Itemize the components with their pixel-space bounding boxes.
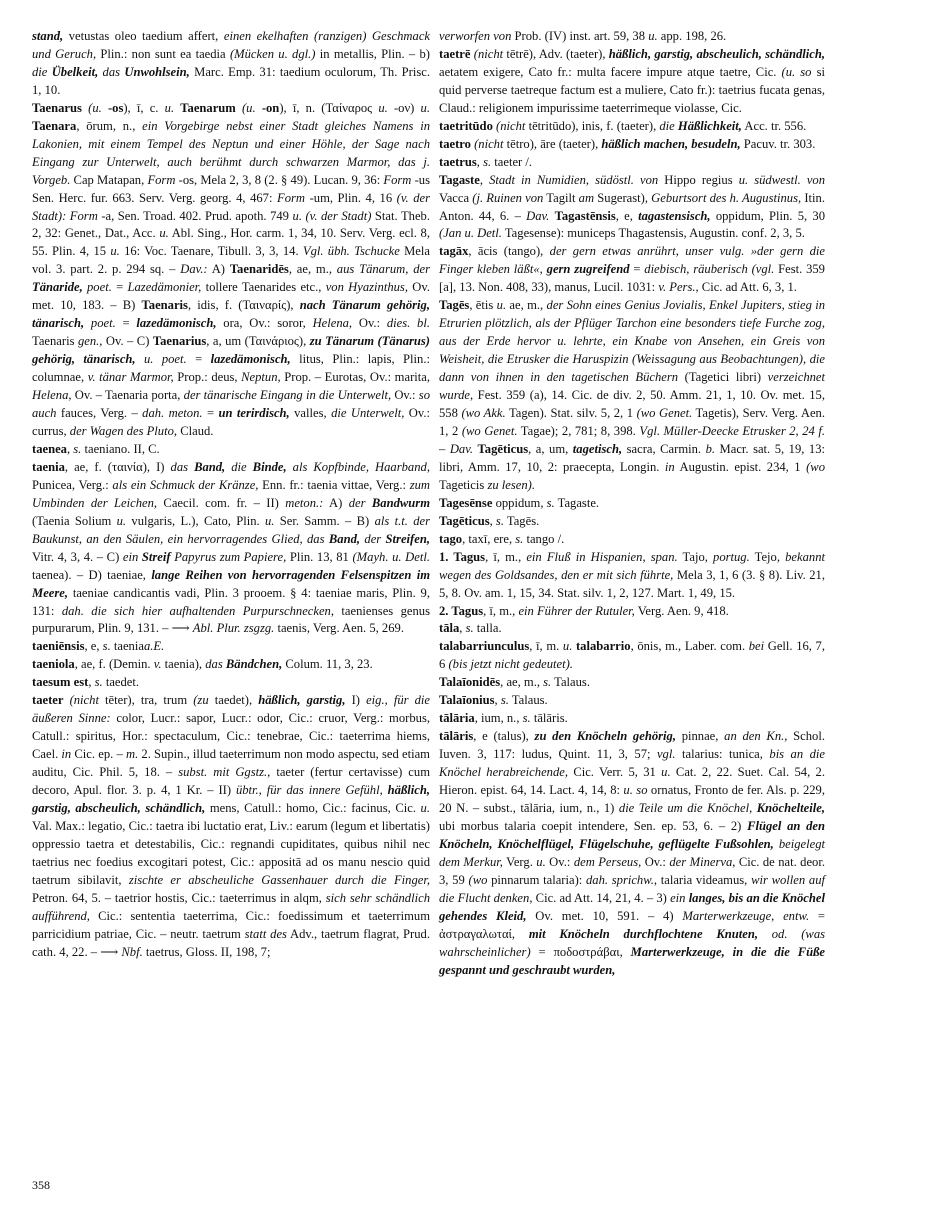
entry: taeniēnsis, e, s. taeniaa.E. xyxy=(32,639,165,654)
entry: Tagēticus, s. Tagēs. xyxy=(439,513,540,528)
entry: Talaīonidēs, ae, m., s. Talaus. xyxy=(439,675,590,690)
entry: tagāx, ācis (tango), der gern etwas anrührt, unser vulg. »der gern die Finger kleben läßt«, gern zugreifend = diebisch, räuberisch (vgl. Fest. 359 [a], 13. Non. 408, 33), manus, Lucil. 1031: v. Pers., Cic. ad Att. 6, 3, 1. xyxy=(439,244,825,295)
entry: taetritūdo (nicht tētritūdo), inis, f. (taeter), die Häßlichkeit, Acc. tr. 556. xyxy=(439,118,807,133)
entry: taenea, s. taeniano. II, C. xyxy=(32,441,160,456)
entry: stand, vetustas oleo taedium affert, einen ekelhaften (ranzigen) Geschmack und Geruch, Plin.: non sunt ea taedia (Mücken u. dgl.) in metallis, Plin. – b) die Übelkeit, das Unwohlsein, Marc. Emp. 31: taedium oculorum, Th. Prisc. 1, 10. xyxy=(32,29,430,97)
entry: Taenarus (u. -os), ī, c. u. Taenarum (u. -on), ī, n. (Ταίναρος u. -ον) u. Taenara, ōrum, n., ein Vorgebirge nebst einer Stadt gleiches Namens in Lakonien, mit einem Tempel des Neptun und einer Höhle, der Sage nach Eingang zur Unterwelt, auch berühmt durch schwarzen Marmor, das j. Vorgeb. Cap Matapan, Form -os, Mela 2, 3, 8 (2. § 49). Lucan. 9, 36: Form -us Sen. Herc. fur. 663. Serv. Verg. georg. 4, 467: Form -um, Plin. 4, 16 (v. der Stadt): Form -a, Sen. Troad. 402. Prud. apoth. 749 u. (v. der Stadt) Stat. Theb. 2, 32: Genet., Dat., Acc. u. Abl. Sing., Hor. carm. 1, 34, 10. Serv. Verg. ecl. 8, 55. Plin. 4, 15 u. 16: Voc. Taenare, Tibull. 3, 3, 14. Vgl. übh. Tschucke Mela vol. 3. part. 2. p. 294 sq. – Dav.: A) Taenaridēs, ae, m., aus Tänarum, der Tänaride, poet. = Lazedämonier, tollere Taenarides etc., von Hyazinthus, Ov. met. 10, 183. – B) Taenaris, idis, f. (Ταιναρίς), nach Tänarum gehörig, tänarisch, poet. = lazedämonisch, ora, Ov.: soror, Helena, Ov.: dies. bl. Taenaris gen., Ov. – C) Taenarius, a, um (Ταινάριος), zu Tänarum (Tänarus) gehörig, tänarisch, u. poet. = lazedämonisch, litus, Plin.: lapis, Plin.: columnae, v. tänar Marmor, Prop.: deus, Neptun, Prop. – Eurotas, Ov.: marita, Helena, Ov. – Taenaria porta, der tänarische Eingang in die Unterwelt, Ov.: so auch fauces, Verg. – dah. meton. = un terirdisch, valles, die Unterwelt, Ov.: currus, der Wagen des Pluto, Claud. xyxy=(32,100,431,438)
entry: taetrē (nicht tētrē), Adv. (taeter), häßlich, garstig, abscheulich, schändlich, aetatem exigere, Cato fr.: multa facere impure atque taetre, Cic. (u. so si quid perverse taetreque factum est a muliere, Cato fr.): taetrius fucata genas, Claud.: religionem impurissime taeterrimeque violasse, Cic. xyxy=(439,46,825,115)
entry: Talaīonius, s. Talaus. xyxy=(439,693,548,708)
entry: Tagēs, ētis u. ae, m., der Sohn eines Genius Jovialis, Enkel Jupiters, stieg in Etrurien plötzlich, als der Pflüger Tarchon eine besonders tiefe Furche zog, aus der Erde hervor u. lehrte, ein Knabe von Ansehen, ein Greis von Weisheit, die Etrusker die Haruspizin (Weissagung aus Beobachtungen), die dann von ihnen in den tagetischen Büchern (Tagetici libri) verzeichnet wurde, Fest. 359 (a), 14. Cic. de div. 2, 50. Amm. 21, 1, 10. Ov. met. 15, 558 (wo Akk. Tagen). Stat. silv. 5, 2, 1 (wo Genet. Tagetis), Serv. Verg. Aen. 1, 2 (wo Genet. Tagae); 2, 781; 8, 398. Vgl. Müller-Deecke Etrusker 2, 24 f. – Dav. Tagēticus, a, um, tagetisch, sacra, Carmin. b. Macr. sat. 5, 19, 13: libri, Amm. 17, 10, 2: praecepta, Longin. in Augustin. epist. 234, 1 (wo Tageticis zu lesen). xyxy=(439,298,826,492)
entry: taeter (nicht tēter), tra, trum (zu taedet), häßlich, garstig, I) eig., für die äußeren Sinne: color, Lucr.: sapor, Lucr.: odor, Cic.: cruor, Verg.: morbus, Catull.: spiritus, Hor.: spectaculum, Cic.: tenebrae, Cic.: taeterrima hiems, Cael. in Cic. ep. – m. 2. Supin., illud taeterrimum non modo aspectu, sed etiam auditu, Cic. Phil. 5, 18. – subst. mit Ggstz., taeter (fertur certavisse) cum decoro, Apul. flor. 3. p. 4, 1 Kr. – II) übtr., für das innere Gefühl, häßlich, garstig, abscheulich, schändlich, mens, Catull.: homo, Cic.: facinus, Cic. u. Val. Max.: legatio, Cic.: taetra ibi luctatio erat, Liv.: earum (legum et libertatis) oppressio taetra et detestabilis, Cic.: regnandi cupiditates, quibus nihil nec taetrius nec foedius excogitari potest, Cic.: appositā ad os manu nescio quid taetrum sibilavit, zischte er abscheuliche Gassenhauer durch die Finger, Petron. 64, 5. – taetrior hostis, Cic.: taeterrimus in alqm, sich sehr schändlich aufführend, Cic.: sententia taeterrima, Cic.: foedissimum et taeterrimum parricidium patriae, Cic. – neutr. taetrum statt des Adv., taetrum flagrat, Prud. cath. 4, 22. – ⟶ Nbf. taetrus, Gloss. II, 198, 7; xyxy=(32,693,431,959)
entry: 2. Tagus, ī, m., ein Führer der Rutuler, Verg. Aen. 9, 418. xyxy=(439,603,729,618)
entry: taetro (nicht tētro), āre (taeter), häßlich machen, besudeln, Pacuv. tr. 303. xyxy=(439,136,816,151)
entry: taetrus, s. taeter /. xyxy=(439,154,533,169)
entry: Tagaste, Stadt in Numidien, südöstl. von Hippo regius u. südwestl. von Vacca (j. Ruinen von Tagilt am Sugerast), Geburtsort des h. Augustinus, Itin. Anton. 44, 6. – Dav. Tagastēnsis, e, tagastensisch, oppidum, Plin. 5, 30 (Jan u. Detl. Tagesense): municeps Thagastensis, Augustin. conf. 2, 3, 5. xyxy=(439,172,826,241)
entry: tago, taxī, ere, s. tango /. xyxy=(439,531,565,546)
entry: 1. Tagus, ī, m., ein Fluß in Hispanien, span. Tajo, portug. Tejo, bekannt wegen des Goldsandes, den er mit sich führte, Mela 3, 1, 6 (3. § 8). Liv. 21, 5, 8. Ov. am. 1, 15, 34. Stat. silv. 1, 2, 127. Mart. 1, 49, 15. xyxy=(439,549,825,600)
entry: verworfen von Prob. (IV) inst. art. 59, 38 u. app. 198, 26. xyxy=(439,29,727,43)
entry: talabarriunculus, ī, m. u. talabarrio, ōnis, m., Laber. com. bei Gell. 16, 7, 6 (bis jetzt nicht gedeutet). xyxy=(439,639,825,672)
entry: taeniola, ae, f. (Demin. v. taenia), das Bändchen, Colum. 11, 3, 23. xyxy=(32,657,373,672)
left-column xyxy=(32,28,430,962)
entry: taenia, ae, f. (ταινία), I) das Band, die Binde, als Kopfbinde, Haarband, Punicea, Verg.: als ein Schmuck der Kränze, Enn. fr.: taenia vittae, Verg.: zum Umbinden der Leichen, Caecil. com. fr. – II) meton.: A) der Bandwurm (Taenia Solium u. vulgaris, L.), Cato, Plin. u. Ser. Samm. – B) als t.t. der Baukunst, an den Säulen, ein hervorragendes Glied, das Band, der Streifen, Vitr. 4, 3, 4. – C) ein Streif Papyrus zum Papiere, Plin. 13, 81 (Mayh. u. Detl. taenea). – D) taeniae, lange Reihen von hervorragenden Felsenspitzen im Meere, taeniae candicantis vadi, Plin. 3 prooem. § 4: taeniae maris, Plin. 9, 131: dah. die sich hier aufhaltenden Purpurschnecken, taenienses genus purpurarum, Plin. 9, 131. – ⟶ Abl. Plur. zsgzg. taenis, Verg. Aen. 5, 269. xyxy=(32,459,430,636)
entry: tālāris, e (talus), zu den Knöcheln gehörig, pinnae, an den Kn., Schol. Iuven. 3, 117: ludus, Quint. 11, 3, 57; vgl. talarius: tunica, bis an die Knöchel herabreichende, Cic. Verr. 5, 31 u. Cat. 2, 22. Suet. Cal. 54, 2. Hieron. epist. 64, 14. Lact. 4, 14, 8: u. so ornatus, Fronto de fer. Als. p. 229, 20 N. – subst., tālāria, ium, n., 1) die Teile um die Knöchel, Knöchelteile, ubi morbus talaria coepit intendere, Sen. ep. 53, 6. – 2) Flügel an den Knöcheln, Knöchelflügel, Flügelschuhe, geflügelte Fußsohlen, beigelegt dem Merkur, Verg. u. Ov.: dem Perseus, Ov.: der Minerva, Cic. de nat. deor. 3, 59 (wo pinnarum talaria): dah. sprichw., talaria videamus, wir wollen auf die Flucht denken, Cic. ad Att. 14, 21, 4. – 3) ein langes, bis an die Knöchel gehendes Kleid, Ov. met. 10, 591. – 4) Marterwerkzeuge, entw. = ἀστραγαλωταί, mit Knöcheln durchflochtene Knuten, od. (was wahrscheinlicher) = ποδοστράβαι, Marterwerkzeuge, in die die Füße gespannt und geschraubt wurden, xyxy=(439,729,826,977)
entry: tāla, s. talla. xyxy=(439,621,502,636)
entry: Tagesēnse oppidum, s. Tagaste. xyxy=(439,495,600,510)
page-number: 358 xyxy=(32,1178,50,1192)
right-column xyxy=(439,28,825,980)
entry: taesum est, s. taedet. xyxy=(32,675,140,690)
entry: tālāria, ium, n., s. tālāris. xyxy=(439,711,568,726)
